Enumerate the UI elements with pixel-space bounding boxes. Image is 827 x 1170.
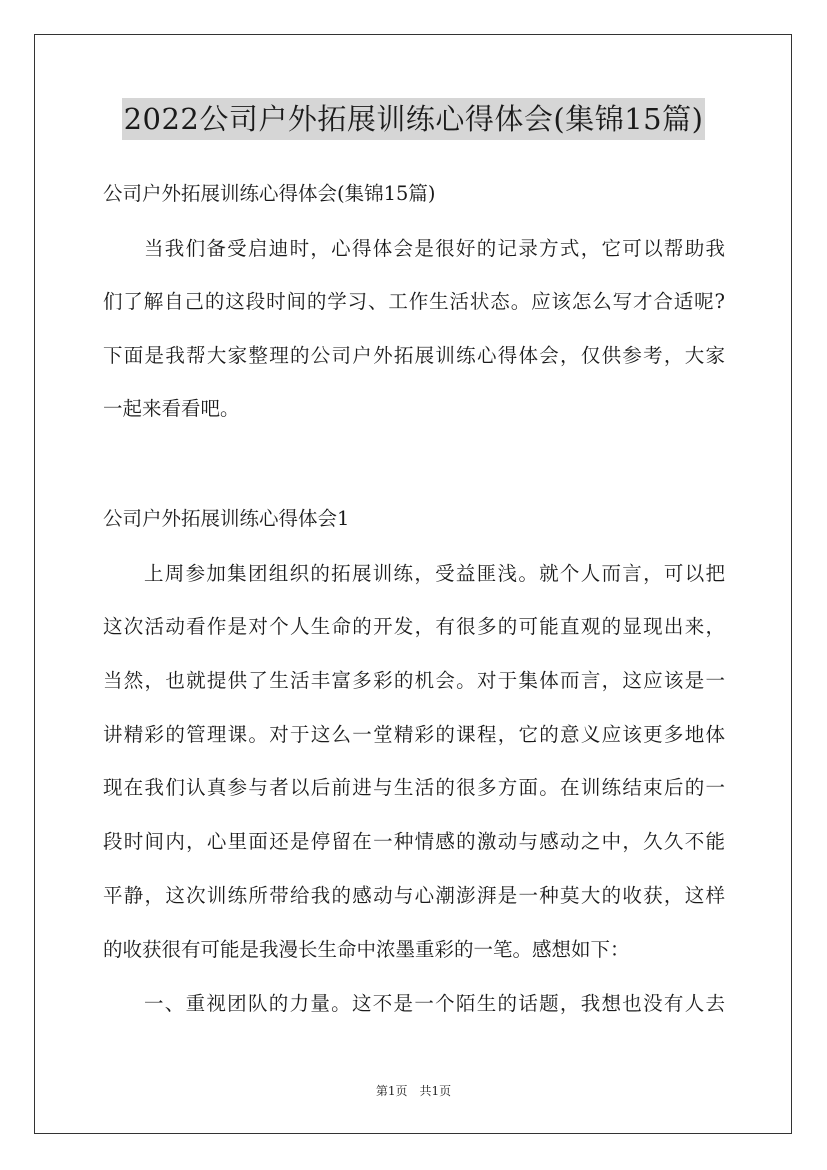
point-line: 一、重视团队的力量。这不是一个陌生的话题，我想也没有人去: [144, 992, 725, 1015]
document-title: 2022公司户外拓展训练心得体会(集锦15篇): [122, 98, 706, 140]
page-number: 第1页 共1页: [375, 1084, 452, 1098]
intro-line: 下面是我帮大家整理的公司户外拓展训练心得体会，仅供参考，大家: [103, 344, 725, 367]
section-line: 这次活动看作是对个人生命的开发，有很多的可能直观的显现出来，: [103, 615, 725, 638]
title-container: [0, 98, 827, 140]
section-line: 的收获很有可能是我漫长生命中浓墨重彩的一笔。感想如下：: [103, 938, 630, 961]
intro-line: 一起来看看吧。: [103, 397, 240, 420]
section-line: 讲精彩的管理课。对于这么一堂精彩的课程，它的意义应该更多地体: [103, 723, 725, 746]
section-heading: 公司户外拓展训练心得体会1: [103, 507, 350, 530]
section-line: 平静，这次训练所带给我的感动与心潮澎湃是一种莫大的收获，这样: [103, 884, 725, 907]
section-line: 现在我们认真参与者以后前进与生活的很多方面。在训练结束后的一: [103, 776, 725, 799]
section-line: 段时间内，心里面还是停留在一种情感的激动与感动之中，久久不能: [103, 830, 725, 853]
intro-line: 们了解自己的这段时间的学习、工作生活状态。应该怎么写才合适呢?: [103, 290, 725, 313]
intro-line: 当我们备受启迪时，心得体会是很好的记录方式，它可以帮助我: [144, 237, 725, 260]
section-line: 当然，也就提供了生活丰富多彩的机会。对于集体而言，这应该是一: [103, 669, 725, 692]
section-line: 上周参加集团组织的拓展训练，受益匪浅。就个人而言，可以把: [144, 562, 725, 585]
document-subtitle: 公司户外拓展训练心得体会(集锦15篇): [103, 182, 436, 205]
